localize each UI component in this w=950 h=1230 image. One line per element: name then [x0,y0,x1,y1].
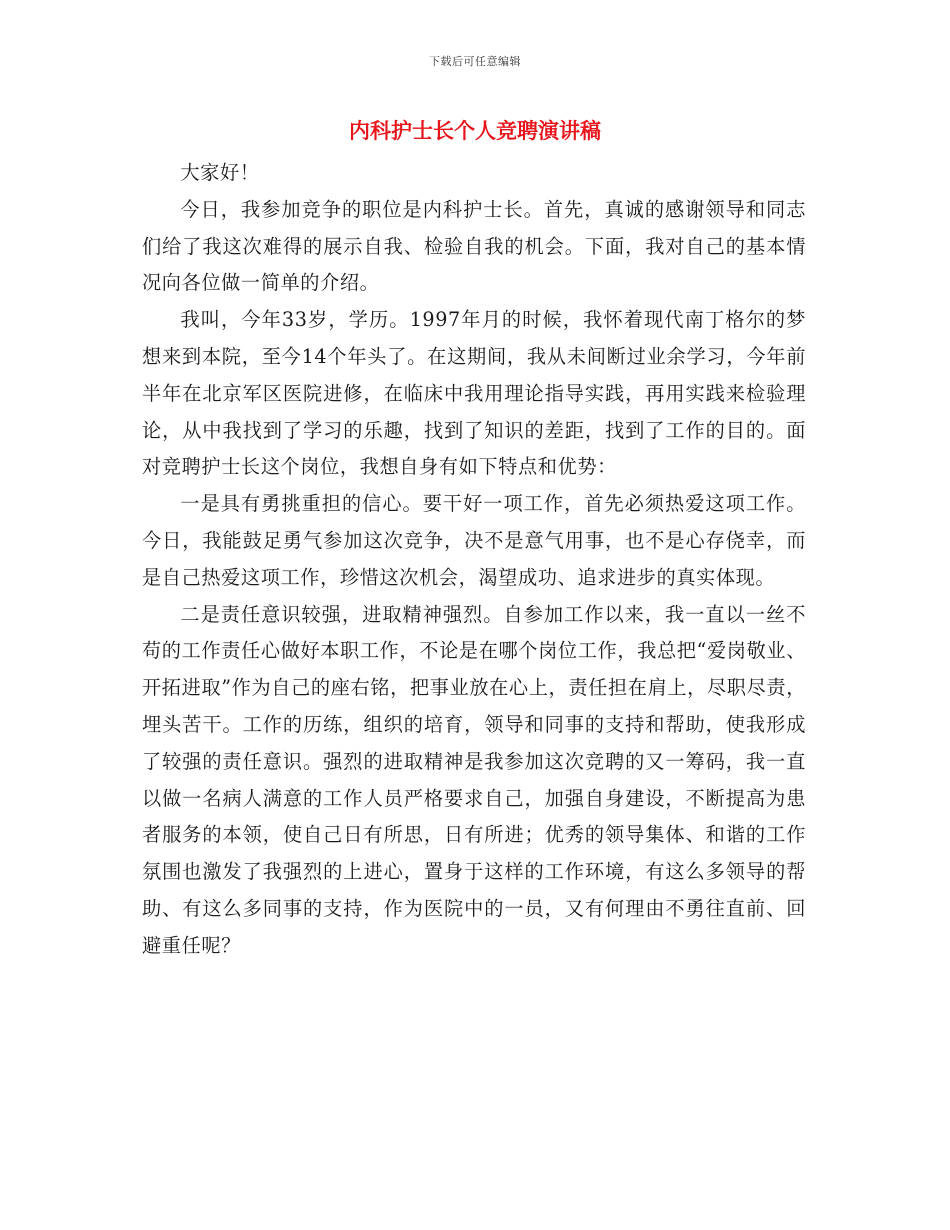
paragraph-introduction: 今日，我参加竞争的职位是内科护士长。首先，真诚的感谢领导和同志们给了我这次难得的展示自我、检验自我的机会。下面，我对自己的基本情况向各位做一简单的介绍。 [142,197,806,295]
document-title: 内科护士长个人竞聘演讲稿 [349,118,601,143]
paragraph-background: 我叫，今年33岁，学历。1997年月的时候，我怀着现代南丁格尔的梦想来到本院，至今14个年头了。在这期间，我从未间断过业余学习，今年前半年在北京军区医院进修，在临床中我用理论指导实践，再用实践来检验理论，从中我找到了学习的乐趣，找到了知识的差距，找到了工作的目的。面对竞聘护士长这个岗位，我想自身有如下特点和优势： [142,308,806,479]
page-header: 下载后可任意编辑 [429,55,521,68]
paragraph-point-one: 一是具有勇挑重担的信心。要干好一项工作，首先必须热爱这项工作。今日，我能鼓足勇气参加这次竞争，决不是意气用事，也不是心存侥幸，而是自己热爱这项工作，珍惜这次机会，渴望成功、追求进步的真实体现。 [142,492,806,589]
paragraph-greeting: 大家好！ [180,161,260,184]
paragraph-point-two: 二是责任意识较强，进取精神强烈。自参加工作以来，我一直以一丝不苟的工作责任心做好本职工作，不论是在哪个岗位工作，我总把“爱岗敬业、开拓进取”作为自己的座右铭，把事业放在心上，责任担在肩上，尽职尽责，埋头苦干。工作的历练，组织的培育，领导和同事的支持和帮助，使我形成了较强的责任意识。强烈的进取精神是我参加这次竞聘的又一筹码，我一直以做一名病人满意的工作人员严格要求自己，加强自身建设，不断提高为患者服务的本领，使自己日有所思，日有所进；优秀的领导集体、和谐的工作氛围也激发了我强烈的上进心，置身于这样的工作环境，有这么多领导的帮助、有这么多同事的支持，作为医院中的一员，又有何理由不勇往直前、回避重任呢？ [142,602,806,957]
document-body [142,155,806,965]
